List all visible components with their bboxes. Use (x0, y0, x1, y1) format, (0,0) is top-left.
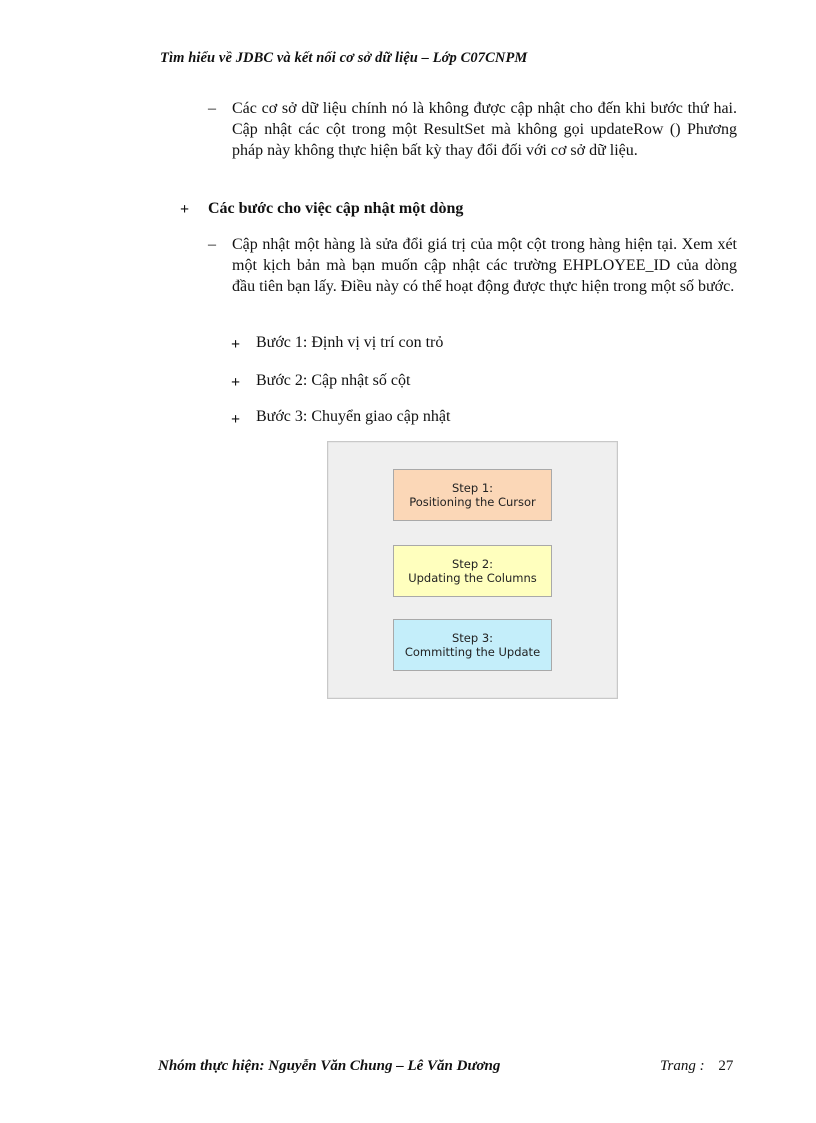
plus-bullet: + (231, 336, 241, 353)
diagram-step-label: Step 1: (451, 481, 494, 495)
step-list-item: Bước 3: Chuyển giao cập nhật (256, 408, 451, 425)
diagram-step-description: Committing the Update (404, 645, 541, 659)
plus-bullet: + (180, 201, 190, 218)
update-steps-diagram (327, 441, 618, 699)
step-list-item: Bước 2: Cập nhật số cột (256, 372, 411, 389)
diagram-step-label: Step 2: (451, 557, 494, 571)
footer-authors: Nhóm thực hiện: Nguyễn Văn Chung – Lê Văn Dương (158, 1058, 501, 1074)
plus-bullet: + (231, 374, 241, 391)
diagram-step-label: Step 3: (451, 631, 494, 645)
plus-bullet: + (231, 411, 241, 428)
page-header-title: Tìm hiểu về JDBC và kết nối cơ sở dữ liệu – Lớp C07CNPM (160, 50, 528, 66)
diagram-step-3-box (393, 619, 552, 671)
diagram-step-1-box (393, 469, 552, 521)
dash-bullet: – (208, 100, 216, 117)
section-heading: Các bước cho việc cập nhật một dòng (208, 200, 464, 217)
diagram-step-description: Updating the Columns (408, 571, 537, 585)
footer-page-info (660, 1058, 733, 1075)
diagram-step-description: Positioning the Cursor (409, 495, 536, 509)
paragraph-update-row: Cập nhật một hàng là sửa đổi giá trị của một cột trong hàng hiện tại. Xem xét một kịch bản mà bạn muốn cập nhật các trường EHPLOYEE_ID của dòng đầu tiên bạn lấy. Điều này có thể hoạt động được thực hiện trong một số bước. (232, 236, 737, 295)
dash-bullet: – (208, 236, 216, 253)
page-number: 27 (718, 1058, 734, 1074)
page-label: Trang : (660, 1058, 705, 1074)
paragraph-update-note: Các cơ sở dữ liệu chính nó là không được cập nhật cho đến khi bước thứ hai. Cập nhật các cột trong một ResultSet mà không gọi updateRow () Phương pháp này không thực hiện bất kỳ thay đổi đối với cơ sở dữ liệu. (232, 100, 737, 159)
diagram-step-2-box (393, 545, 552, 597)
step-list-item: Bước 1: Định vị vị trí con trỏ (256, 334, 444, 351)
